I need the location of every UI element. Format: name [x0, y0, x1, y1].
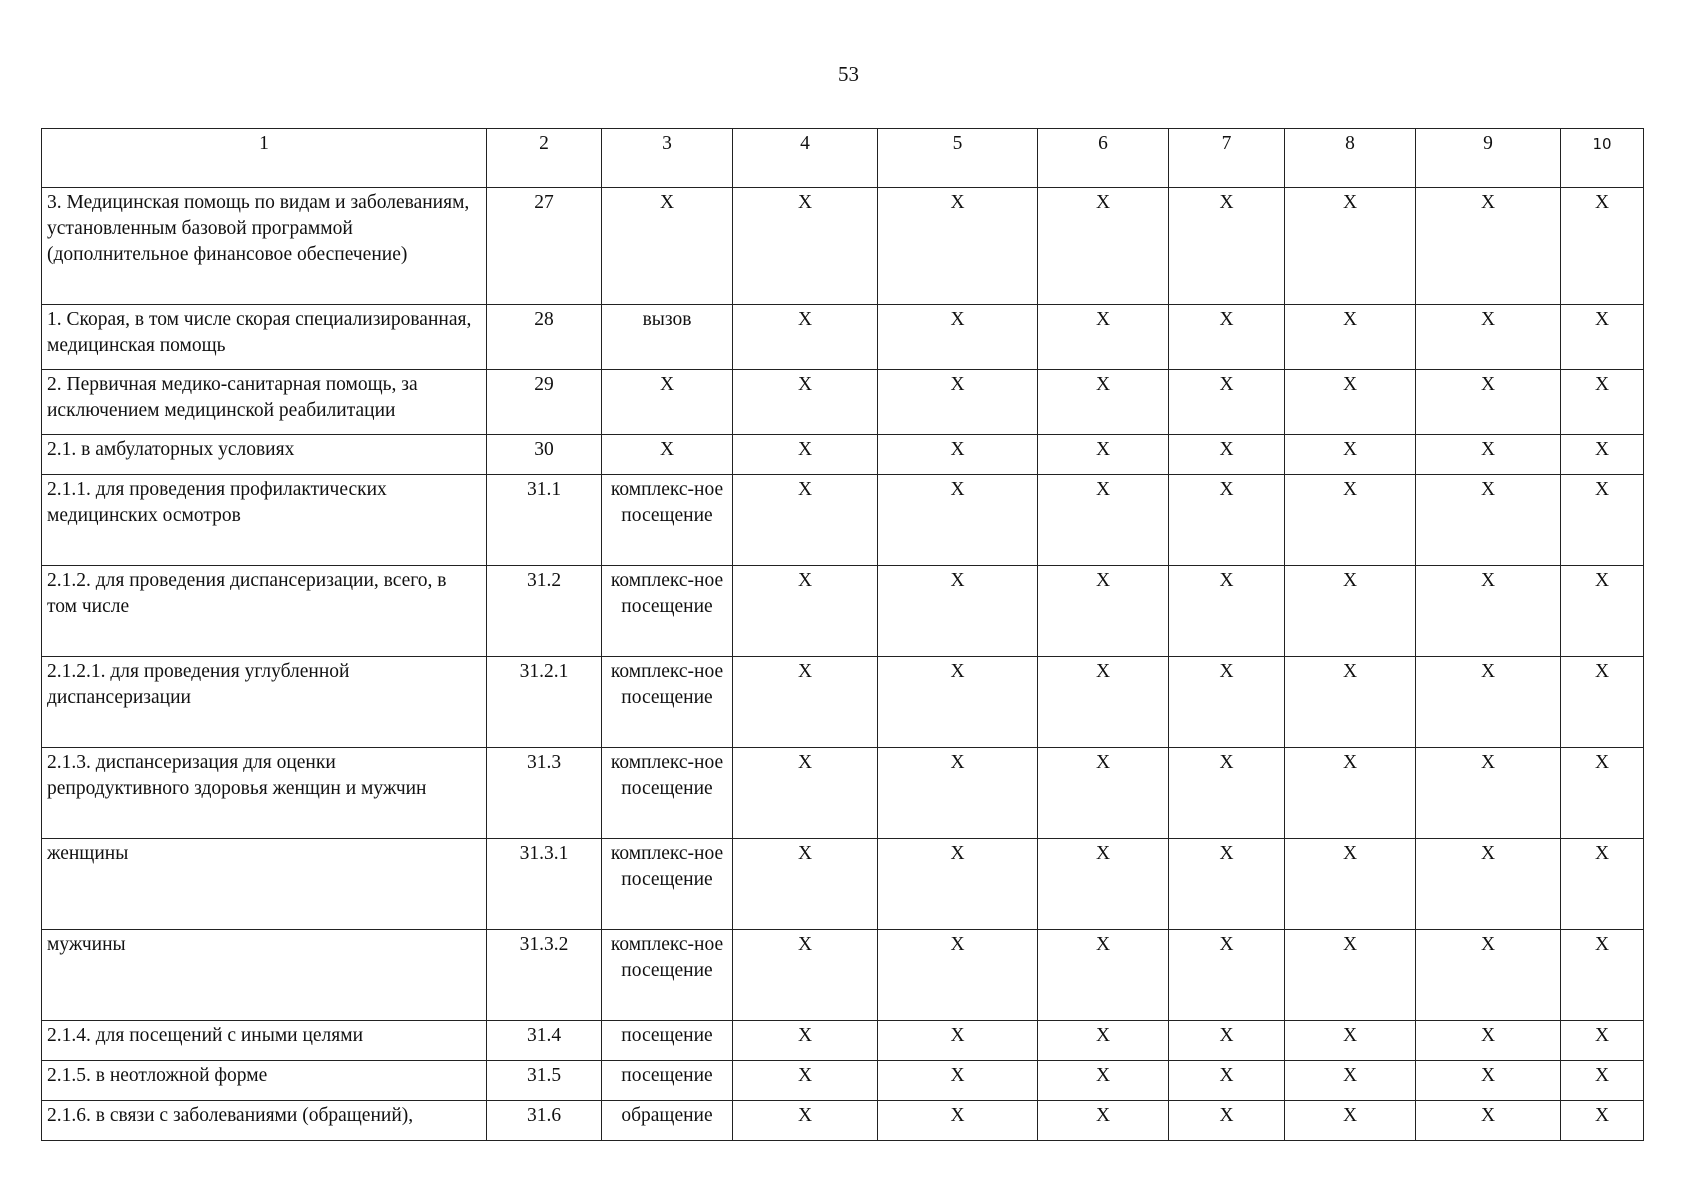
table-row [42, 370, 1644, 435]
value-cell: Х [878, 188, 1038, 305]
row-unit-cell: Х [602, 435, 733, 475]
value-cell: Х [1285, 1021, 1416, 1061]
value-cell: Х [878, 305, 1038, 370]
value-cell: Х [1038, 370, 1169, 435]
value-cell: Х [1416, 930, 1561, 1021]
value-cell: Х [1416, 305, 1561, 370]
table-row [42, 566, 1644, 657]
value-cell: Х [1285, 1061, 1416, 1101]
row-name-cell: 2.1.5. в неотложной форме [42, 1061, 487, 1101]
value-cell: Х [1416, 657, 1561, 748]
value-cell: Х [733, 1021, 878, 1061]
value-cell: Х [878, 1101, 1038, 1141]
value-cell: Х [733, 1101, 878, 1141]
value-cell: Х [878, 657, 1038, 748]
value-cell: Х [1416, 566, 1561, 657]
row-code-cell: 31.5 [487, 1061, 602, 1101]
value-cell: Х [1169, 475, 1285, 566]
value-cell: Х [1038, 839, 1169, 930]
row-unit-cell: вызов [602, 305, 733, 370]
value-cell: Х [878, 1061, 1038, 1101]
value-cell: Х [1561, 930, 1644, 1021]
value-cell: Х [1038, 1021, 1169, 1061]
value-cell: Х [1169, 1101, 1285, 1141]
table-row [42, 475, 1644, 566]
value-cell: Х [1038, 188, 1169, 305]
table-row [42, 305, 1644, 370]
value-cell: Х [878, 839, 1038, 930]
value-cell: Х [1416, 435, 1561, 475]
value-cell: Х [1285, 305, 1416, 370]
row-name-cell: 2.1.6. в связи с заболеваниями (обращений), [42, 1101, 487, 1141]
value-cell: Х [1561, 657, 1644, 748]
value-cell: Х [1561, 566, 1644, 657]
table-row [42, 435, 1644, 475]
data-table [41, 128, 1644, 1141]
value-cell: Х [733, 566, 878, 657]
table-row [42, 657, 1644, 748]
value-cell: Х [1038, 657, 1169, 748]
value-cell: Х [1285, 370, 1416, 435]
value-cell: Х [1169, 930, 1285, 1021]
row-unit-cell: комплекс-ное посещение [602, 748, 733, 839]
column-header: 1 [42, 129, 487, 188]
table-row [42, 839, 1644, 930]
row-code-cell: 29 [487, 370, 602, 435]
row-name-cell: 1. Скорая, в том числе скорая специализированная, медицинская помощь [42, 305, 487, 370]
value-cell: Х [1285, 566, 1416, 657]
row-name-cell: 2.1.2.1. для проведения углубленной диспансеризации [42, 657, 487, 748]
value-cell: Х [1561, 839, 1644, 930]
row-name-cell: 2.1.1. для проведения профилактических медицинских осмотров [42, 475, 487, 566]
value-cell: Х [1169, 305, 1285, 370]
value-cell: Х [733, 657, 878, 748]
table-row [42, 1101, 1644, 1141]
value-cell: Х [1038, 435, 1169, 475]
column-header: 5 [878, 129, 1038, 188]
value-cell: Х [1416, 188, 1561, 305]
value-cell: Х [733, 1061, 878, 1101]
row-unit-cell: комплекс-ное посещение [602, 566, 733, 657]
row-code-cell: 30 [487, 435, 602, 475]
value-cell: Х [1561, 435, 1644, 475]
value-cell: Х [1038, 930, 1169, 1021]
value-cell: Х [878, 435, 1038, 475]
value-cell: Х [1169, 1061, 1285, 1101]
table-row [42, 188, 1644, 305]
value-cell: Х [1416, 1021, 1561, 1061]
value-cell: Х [1561, 475, 1644, 566]
value-cell: Х [1285, 1101, 1416, 1141]
header-row [42, 129, 1644, 188]
value-cell: Х [1416, 839, 1561, 930]
row-unit-cell: комплекс-ное посещение [602, 839, 733, 930]
value-cell: Х [1038, 475, 1169, 566]
value-cell: Х [733, 839, 878, 930]
value-cell: Х [1561, 748, 1644, 839]
value-cell: Х [1416, 370, 1561, 435]
value-cell: Х [1285, 748, 1416, 839]
row-name-cell: 2.1. в амбулаторных условиях [42, 435, 487, 475]
value-cell: Х [1169, 566, 1285, 657]
value-cell: Х [1285, 657, 1416, 748]
row-code-cell: 31.3 [487, 748, 602, 839]
row-name-cell: 2.1.3. диспансеризация для оценки репродуктивного здоровья женщин и мужчин [42, 748, 487, 839]
value-cell: Х [1416, 1101, 1561, 1141]
row-unit-cell: Х [602, 370, 733, 435]
value-cell: Х [733, 435, 878, 475]
column-header: 10 [1561, 129, 1644, 188]
table-row [42, 748, 1644, 839]
value-cell: Х [878, 566, 1038, 657]
column-header: 9 [1416, 129, 1561, 188]
row-code-cell: 31.2.1 [487, 657, 602, 748]
value-cell: Х [1561, 1101, 1644, 1141]
column-header: 2 [487, 129, 602, 188]
row-name-cell: 2.1.4. для посещений с иными целями [42, 1021, 487, 1061]
row-name-cell: 2.1.2. для проведения диспансеризации, всего, в том числе [42, 566, 487, 657]
value-cell: Х [1038, 305, 1169, 370]
value-cell: Х [1038, 1061, 1169, 1101]
column-header: 8 [1285, 129, 1416, 188]
row-unit-cell: комплекс-ное посещение [602, 930, 733, 1021]
row-unit-cell: комплекс-ное посещение [602, 657, 733, 748]
value-cell: Х [1169, 1021, 1285, 1061]
value-cell: Х [1038, 748, 1169, 839]
row-code-cell: 31.1 [487, 475, 602, 566]
value-cell: Х [878, 930, 1038, 1021]
value-cell: Х [878, 748, 1038, 839]
column-header: 3 [602, 129, 733, 188]
value-cell: Х [1285, 930, 1416, 1021]
value-cell: Х [1561, 305, 1644, 370]
value-cell: Х [1416, 748, 1561, 839]
value-cell: Х [1285, 475, 1416, 566]
value-cell: Х [1169, 748, 1285, 839]
row-code-cell: 31.2 [487, 566, 602, 657]
value-cell: Х [1561, 370, 1644, 435]
value-cell: Х [733, 370, 878, 435]
value-cell: Х [733, 305, 878, 370]
value-cell: Х [1285, 435, 1416, 475]
value-cell: Х [1169, 657, 1285, 748]
column-header: 6 [1038, 129, 1169, 188]
row-name-cell: 3. Медицинская помощь по видам и заболеваниям, установленным базовой программой (дополнительное финансовое обеспечение) [42, 188, 487, 305]
table-row [42, 1061, 1644, 1101]
value-cell: Х [1038, 566, 1169, 657]
value-cell: Х [1416, 475, 1561, 566]
row-unit-cell: посещение [602, 1061, 733, 1101]
row-unit-cell: комплекс-ное посещение [602, 475, 733, 566]
row-name-cell: 2. Первичная медико-санитарная помощь, за исключением медицинской реабилитации [42, 370, 487, 435]
value-cell: Х [1416, 1061, 1561, 1101]
column-header: 7 [1169, 129, 1285, 188]
value-cell: Х [1038, 1101, 1169, 1141]
value-cell: Х [1285, 188, 1416, 305]
value-cell: Х [878, 475, 1038, 566]
table-row [42, 930, 1644, 1021]
row-code-cell: 28 [487, 305, 602, 370]
column-header: 4 [733, 129, 878, 188]
value-cell: Х [733, 748, 878, 839]
value-cell: Х [878, 1021, 1038, 1061]
value-cell: Х [1561, 188, 1644, 305]
row-unit-cell: обращение [602, 1101, 733, 1141]
row-code-cell: 31.4 [487, 1021, 602, 1061]
row-unit-cell: Х [602, 188, 733, 305]
row-unit-cell: посещение [602, 1021, 733, 1061]
row-name-cell: женщины [42, 839, 487, 930]
page-number: 53 [838, 62, 859, 86]
row-code-cell: 31.3.2 [487, 930, 602, 1021]
table-row [42, 1021, 1644, 1061]
value-cell: Х [1561, 1021, 1644, 1061]
value-cell: Х [733, 930, 878, 1021]
value-cell: Х [1285, 839, 1416, 930]
row-code-cell: 31.3.1 [487, 839, 602, 930]
value-cell: Х [1169, 435, 1285, 475]
value-cell: Х [1169, 370, 1285, 435]
row-code-cell: 31.6 [487, 1101, 602, 1141]
value-cell: Х [733, 188, 878, 305]
row-name-cell: мужчины [42, 930, 487, 1021]
value-cell: Х [878, 370, 1038, 435]
row-code-cell: 27 [487, 188, 602, 305]
value-cell: Х [1169, 839, 1285, 930]
value-cell: Х [1169, 188, 1285, 305]
value-cell: Х [733, 475, 878, 566]
value-cell: Х [1561, 1061, 1644, 1101]
